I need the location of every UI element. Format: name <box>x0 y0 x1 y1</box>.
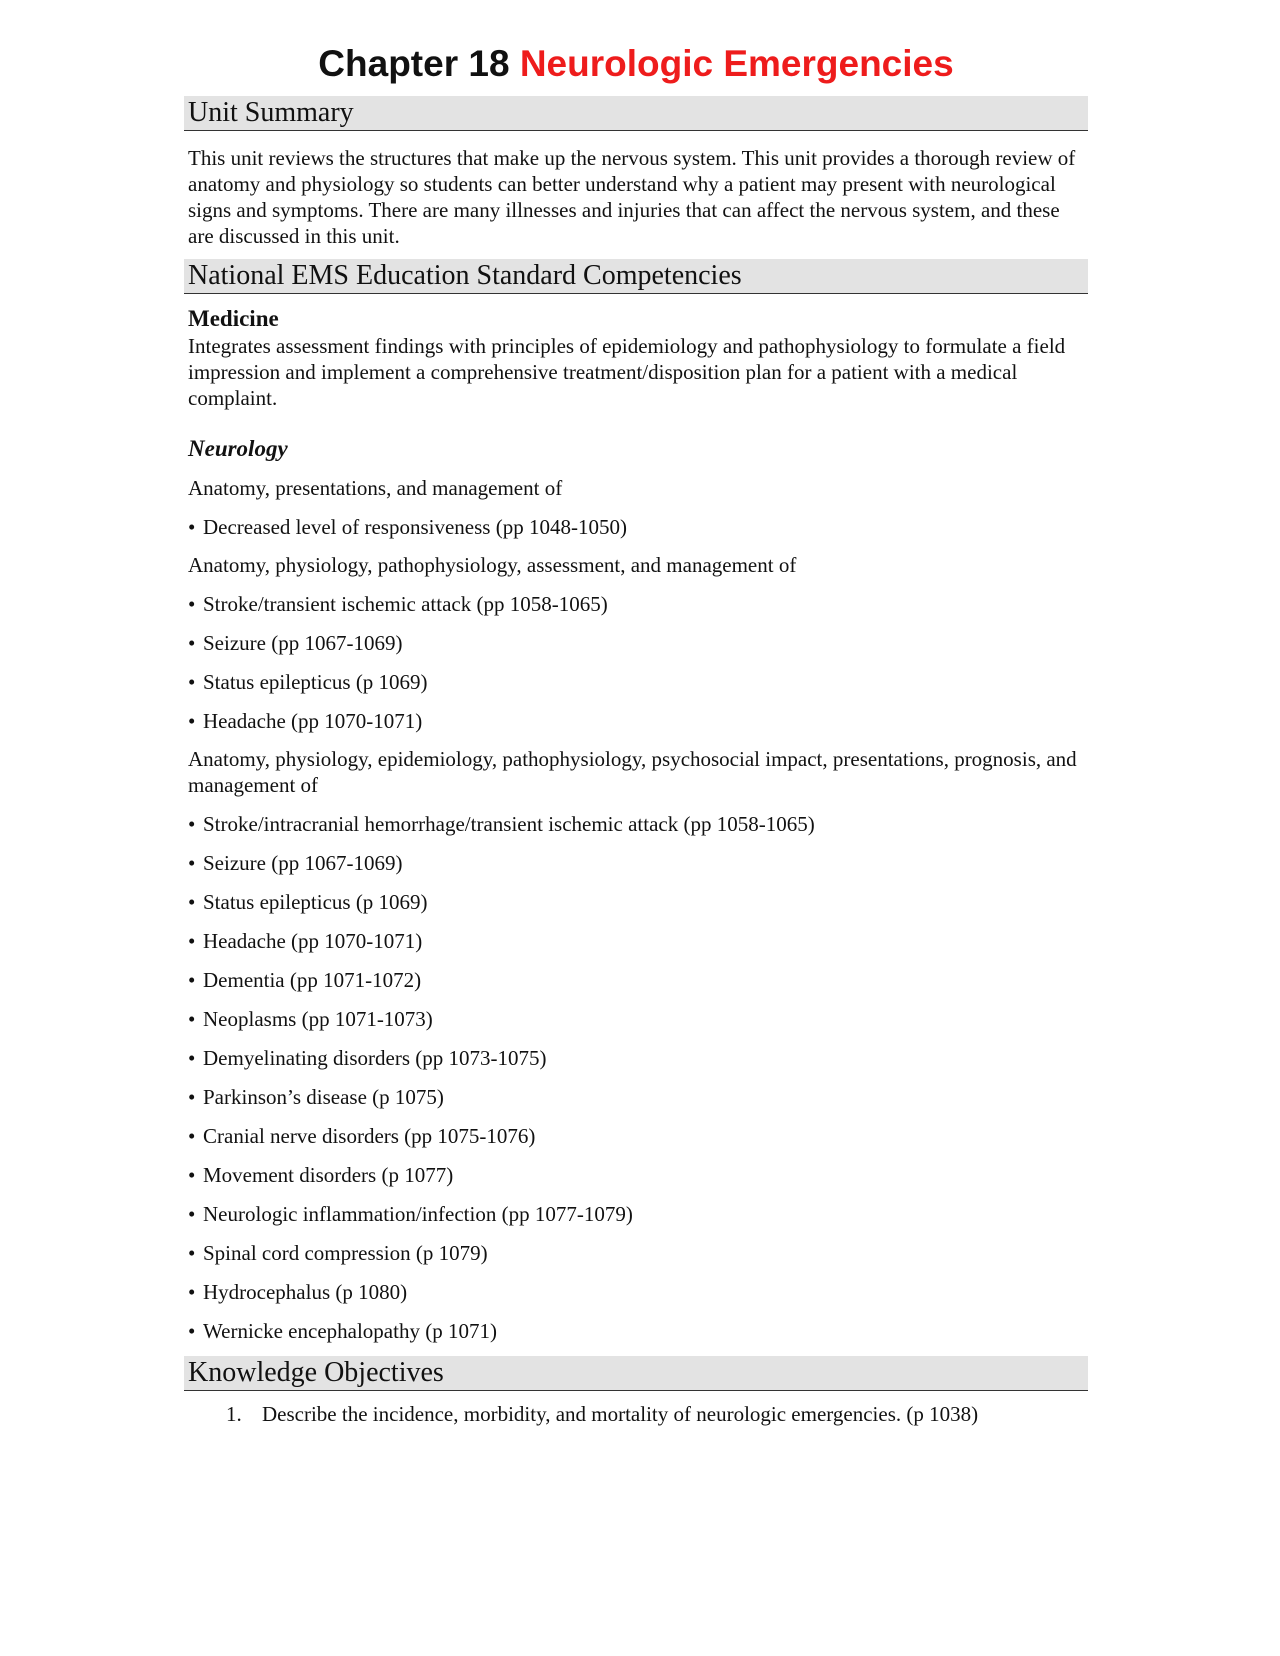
bullet-icon: • <box>188 1085 196 1109</box>
bullet-item <box>184 1162 1088 1188</box>
bullet-text: Movement disorders (p 1077) <box>203 1163 454 1187</box>
bullet-icon: • <box>188 709 196 733</box>
bullet-icon: • <box>188 592 196 616</box>
bullet-text: Dementia (pp 1071-1072) <box>203 968 422 992</box>
group2-list <box>184 591 1088 734</box>
bullet-item <box>184 514 1088 540</box>
bullet-text: Demyelinating disorders (pp 1073-1075) <box>203 1046 547 1070</box>
bullet-item <box>184 967 1088 993</box>
bullet-icon: • <box>188 1163 196 1187</box>
bullet-text: Cranial nerve disorders (pp 1075-1076) <box>203 1124 536 1148</box>
objectives-list <box>184 1401 1088 1427</box>
group3-intro: Anatomy, physiology, epidemiology, pathophysiology, psychosocial impact, presentations, prognosis, and management of <box>188 747 1077 797</box>
bullet-icon: • <box>188 1280 196 1304</box>
group3-list <box>184 811 1088 1344</box>
bullet-item <box>184 811 1088 837</box>
bullet-icon: • <box>188 670 196 694</box>
objective-number: 1. <box>226 1402 242 1426</box>
bullet-item <box>184 850 1088 876</box>
group1-list <box>184 514 1088 540</box>
bullet-text: Status epilepticus (p 1069) <box>203 670 428 694</box>
bullet-item <box>184 928 1088 954</box>
bullet-item <box>184 889 1088 915</box>
bullet-icon: • <box>188 1046 196 1070</box>
document-page <box>184 40 1088 1427</box>
bullet-text: Neurologic inflammation/infection (pp 1077-1079) <box>203 1202 633 1226</box>
bullet-icon: • <box>188 968 196 992</box>
bullet-icon: • <box>188 1124 196 1148</box>
competencies-heading: National EMS Education Standard Competencies <box>184 259 1088 294</box>
objective-item <box>184 1401 1088 1427</box>
bullet-item <box>184 1279 1088 1305</box>
chapter-number: Chapter 18 <box>318 43 510 84</box>
bullet-item <box>184 1045 1088 1071</box>
bullet-item <box>184 1318 1088 1344</box>
chapter-title <box>184 40 1088 88</box>
bullet-text: Status epilepticus (p 1069) <box>203 890 428 914</box>
group2-intro: Anatomy, physiology, pathophysiology, assessment, and management of <box>188 553 797 577</box>
bullet-icon: • <box>188 1319 196 1343</box>
bullet-icon: • <box>188 1007 196 1031</box>
bullet-text: Headache (pp 1070-1071) <box>203 929 423 953</box>
bullet-text: Headache (pp 1070-1071) <box>203 709 423 733</box>
bullet-item <box>184 1006 1088 1032</box>
bullet-icon: • <box>188 812 196 836</box>
bullet-text: Neoplasms (pp 1071-1073) <box>203 1007 433 1031</box>
bullet-text: Seizure (pp 1067-1069) <box>203 631 403 655</box>
bullet-text: Stroke/intracranial hemorrhage/transient ischemic attack (pp 1058-1065) <box>203 812 815 836</box>
bullet-text: Stroke/transient ischemic attack (pp 1058-1065) <box>203 592 608 616</box>
bullet-item <box>184 591 1088 617</box>
bullet-item <box>184 1201 1088 1227</box>
chapter-name: Neurologic Emergencies <box>519 43 954 84</box>
medicine-body: Integrates assessment findings with principles of epidemiology and pathophysiology to formulate a field impression and implement a comprehensive treatment/disposition plan for a patient with a medical complaint. <box>188 334 1066 410</box>
bullet-icon: • <box>188 890 196 914</box>
bullet-text: Decreased level of responsiveness (pp 1048-1050) <box>203 515 627 539</box>
bullet-text: Spinal cord compression (p 1079) <box>203 1241 488 1265</box>
bullet-item <box>184 1084 1088 1110</box>
bullet-icon: • <box>188 1241 196 1265</box>
bullet-icon: • <box>188 851 196 875</box>
bullet-item <box>184 1240 1088 1266</box>
bullet-icon: • <box>188 929 196 953</box>
bullet-icon: • <box>188 631 196 655</box>
bullet-item <box>184 630 1088 656</box>
bullet-item <box>184 669 1088 695</box>
medicine-heading: Medicine <box>188 306 279 331</box>
bullet-text: Parkinson’s disease (p 1075) <box>203 1085 444 1109</box>
knowledge-objectives-heading: Knowledge Objectives <box>184 1356 1088 1391</box>
unit-summary-body: This unit reviews the structures that make up the nervous system. This unit provides a thorough review of anatomy and physiology so students can better understand why a patient may present with neurological signs and symptoms. There are many illnesses and injuries that can affect the nervous system, and these are discussed in this unit. <box>188 146 1076 248</box>
bullet-text: Hydrocephalus (p 1080) <box>203 1280 408 1304</box>
unit-summary-heading: Unit Summary <box>184 96 1088 131</box>
bullet-text: Seizure (pp 1067-1069) <box>203 851 403 875</box>
neurology-heading: Neurology <box>188 436 288 461</box>
bullet-text: Wernicke encephalopathy (p 1071) <box>203 1319 497 1343</box>
group1-intro: Anatomy, presentations, and management of <box>188 476 563 500</box>
bullet-item <box>184 1123 1088 1149</box>
bullet-icon: • <box>188 515 196 539</box>
bullet-icon: • <box>188 1202 196 1226</box>
bullet-item <box>184 708 1088 734</box>
objective-text: Describe the incidence, morbidity, and mortality of neurologic emergencies. (p 1038) <box>262 1402 979 1426</box>
